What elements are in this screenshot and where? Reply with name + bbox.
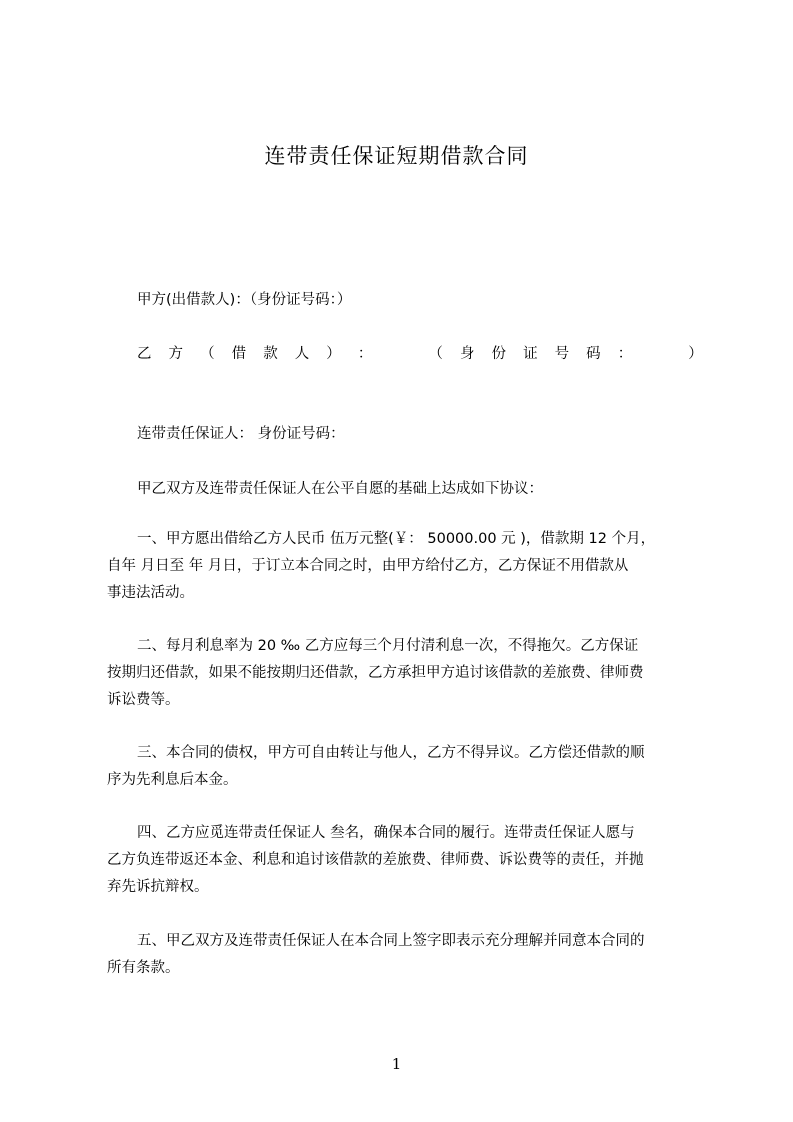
clause-line: 三、本合同的债权，甲方可自由转让与他人，乙方不得异议。乙方偿还借款的顺 [137,745,645,761]
party-b-char: 证 [523,346,538,362]
party-b-char: ） [326,346,341,362]
clause-1 [107,526,703,607]
party-b-char: 人 [294,346,310,362]
party-b-char: 号 [554,346,570,362]
party-b-char: ： [357,346,373,362]
party-a-line: 甲方(出借款人)：（身份证号码：） [137,292,352,308]
clause-line: 诉讼费等。 [107,692,180,708]
party-b-char: ： [617,346,633,362]
party-b-char: （ [428,346,443,362]
page-number: 1 [391,1055,402,1073]
clause-line: 事违法活动。 [107,585,194,601]
clause-2 [107,633,703,714]
clause-4 [107,820,703,901]
clause-line: 四、乙方应觅连带责任保证人 叁名，确保本合同的履行。连带责任保证人愿与 [137,825,635,841]
party-b-char: 款 [263,346,278,362]
party-b-char: （ [200,346,215,362]
party-b-char: 乙 [137,346,152,362]
contract-title: 连带责任保证短期借款合同 [264,144,529,168]
clause-line: 五、甲乙双方及连带责任保证人在本合同上签字即表示充分理解并同意本合同的 [137,933,645,949]
party-b-char: 份 [491,346,507,362]
clause-line: 乙方负连带返还本金、利息和追讨该借款的差旅费、律师费、诉讼费等的责任，并抛 [107,852,644,868]
clause-line: 按期归还借款，如果不能按期归还借款，乙方承担甲方追讨该借款的差旅费、律师费 [107,665,644,681]
clause-line: 序为先利息后本金。 [107,772,238,788]
clause-line: 一、甲方愿出借给乙方人民币 伍万元整(￥： 50000.00 元 )，借款期 12 个月， [137,531,656,547]
guarantor-line: 连带责任保证人： 身份证号码： [137,426,345,442]
party-b-char: 方 [168,346,184,362]
party-b-char: ） [688,346,703,362]
clause-line: 二、每月利息率为 20 ‰ 乙方应每三个月付清利息一次，不得拖欠。乙方保证 [137,638,639,654]
party-b-line [137,344,703,364]
clause-3 [107,740,703,794]
party-b-char: 身 [459,346,475,362]
clause-line: 所有条款。 [107,960,180,976]
party-b-char: 码 [586,346,601,362]
clause-line: 自年 月日至 年 月日，于订立本合同之时，由甲方给付乙方，乙方保证不用借款从 [107,558,629,574]
party-b-char: 借 [231,346,247,362]
clause-line: 弃先诉抗辩权。 [107,879,209,895]
intro-line: 甲乙双方及连带责任保证人在公平自愿的基础上达成如下协议： [137,481,543,497]
clause-5 [107,928,703,982]
